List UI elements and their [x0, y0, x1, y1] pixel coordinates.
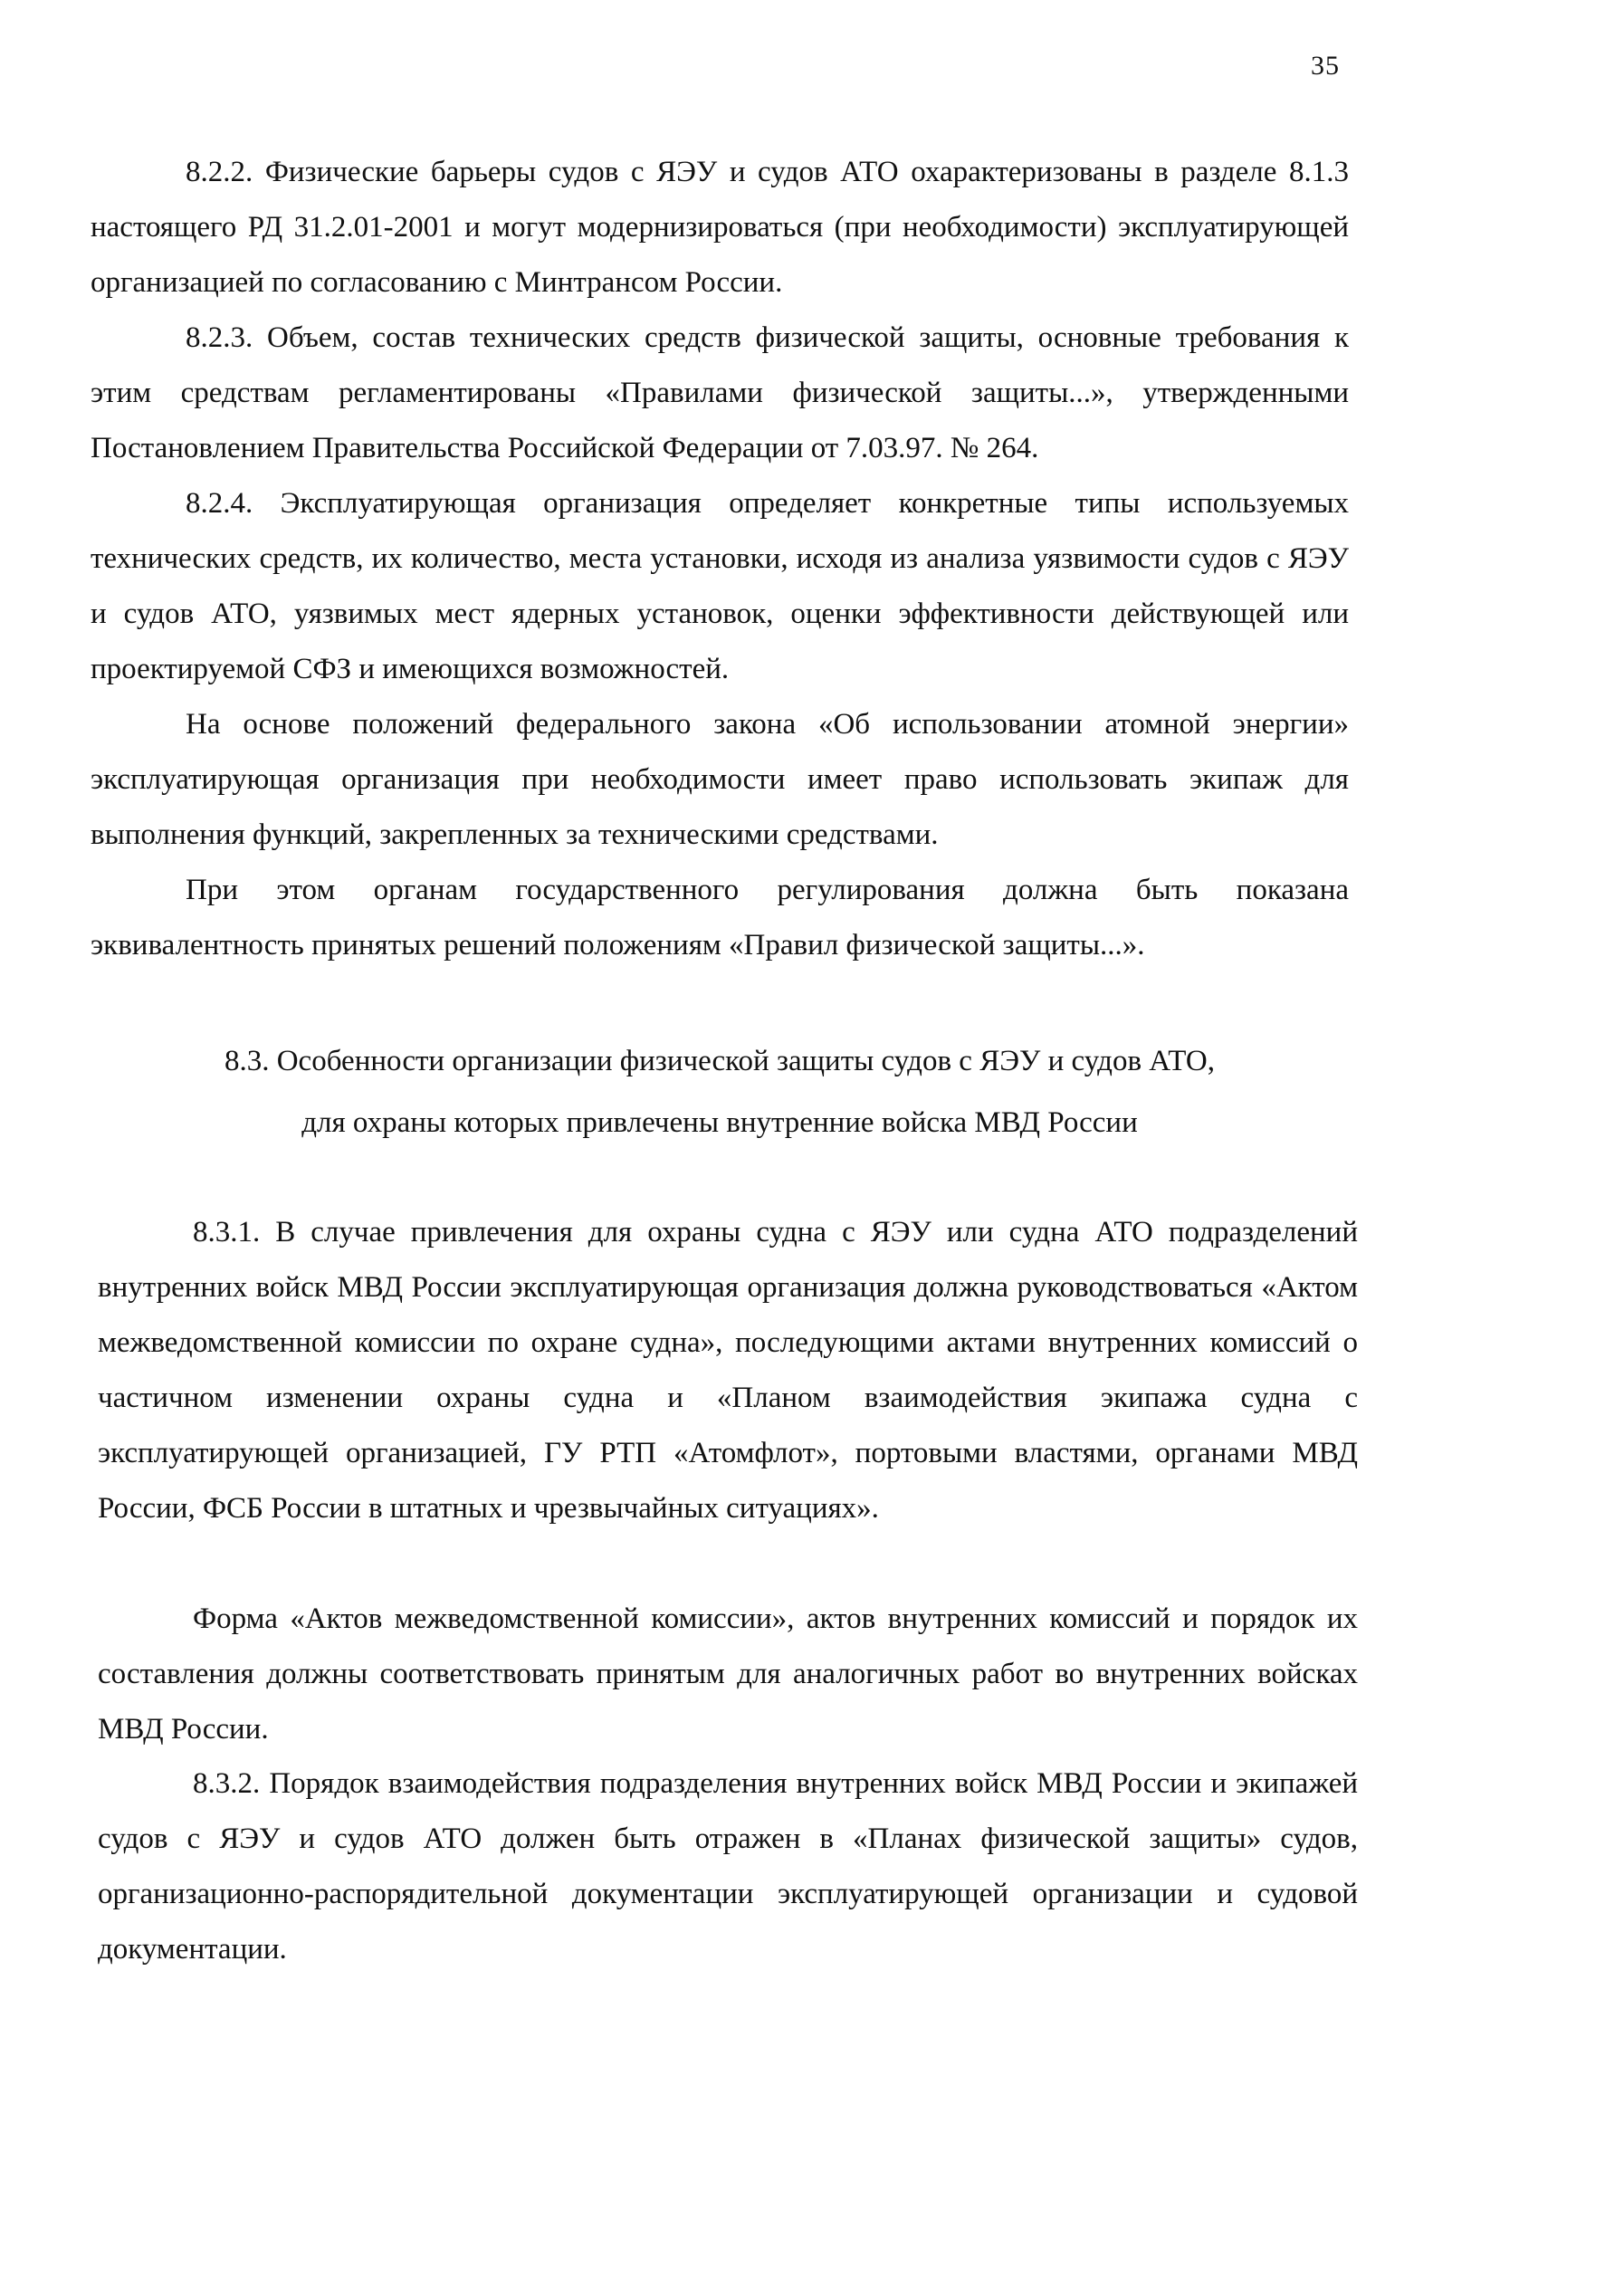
section-heading-line-1: 8.3. Особенности организации физической защиты судов с ЯЭУ и судов АТО,: [224, 1045, 1216, 1077]
page-number: 35: [1311, 51, 1340, 81]
paragraph-8-2-4: 8.2.4. Эксплуатирующая организация определяет конкретные типы используемых технических средств, их количество, места установки, исходя из анализа уязвимости судов с ЯЭУ и судов АТО, уязвимых мест ядерных установок, оценки эффективности действующей или проектируемой СФЗ и имеющихся возможностей.: [91, 487, 1349, 685]
section-heading-line-2: для охраны которых привлечены внутренние войска МВД России: [301, 1106, 1138, 1139]
paragraph-8-2-3: 8.2.3. Объем, состав технических средств физической защиты, основные требования к этим средствам регламентированы «Правилами физической защиты...», утвержденными Постановлением Правительства Российской Федерации от 7.03.97. № 264.: [91, 321, 1349, 464]
paragraph-8-3-2: 8.3.2. Порядок взаимодействия подразделения внутренних войск МВД России и экипажей судов с ЯЭУ и судов АТО должен быть отражен в «Планах физической защиты» судов, организационно-распорядительной документации эксплуатирующей организации и судовой документации.: [98, 1767, 1358, 1966]
paragraph-equivalence: При этом органам государственного регулирования должна быть показана эквивалентность принятых решений положениям «Правил физической защиты...».: [91, 874, 1349, 961]
paragraph-8-2-2: 8.2.2. Физические барьеры судов с ЯЭУ и судов АТО охарактеризованы в разделе 8.1.3 настоящего РД 31.2.01-2001 и могут модернизироваться (при необходимости) эксплуатирующей организацией по согласованию с Минтрансом России.: [91, 156, 1349, 299]
paragraph-8-3-1: 8.3.1. В случае привлечения для охраны судна с ЯЭУ или судна АТО подразделений внутренних войск МВД России эксплуатирующая организация должна руководствоваться «Актом межведомственной комиссии по охране судна», последующими актами внутренних комиссий о частичном изменении охраны судна и «Планом взаимодействия экипажа судна с эксплуатирующей организацией, ГУ РТП «Атомфлот», портовыми властями, органами МВД России, ФСБ России в штатных и чрезвычайных ситуациях».: [98, 1216, 1358, 1525]
section-heading-8-3: [91, 1030, 1349, 1153]
paragraph-atomic-energy-law: На основе положений федерального закона «Об использовании атомной энергии» эксплуатирующая организация при необходимости имеет право использовать экипаж для выполнения функций, закрепленных за техническими средствами.: [91, 708, 1349, 851]
paragraph-acts-form: Форма «Актов межведомственной комиссии», актов внутренних комиссий и порядок их составления должны соответствовать принятым для аналогичных работ во внутренних войсках МВД России.: [98, 1602, 1358, 1746]
